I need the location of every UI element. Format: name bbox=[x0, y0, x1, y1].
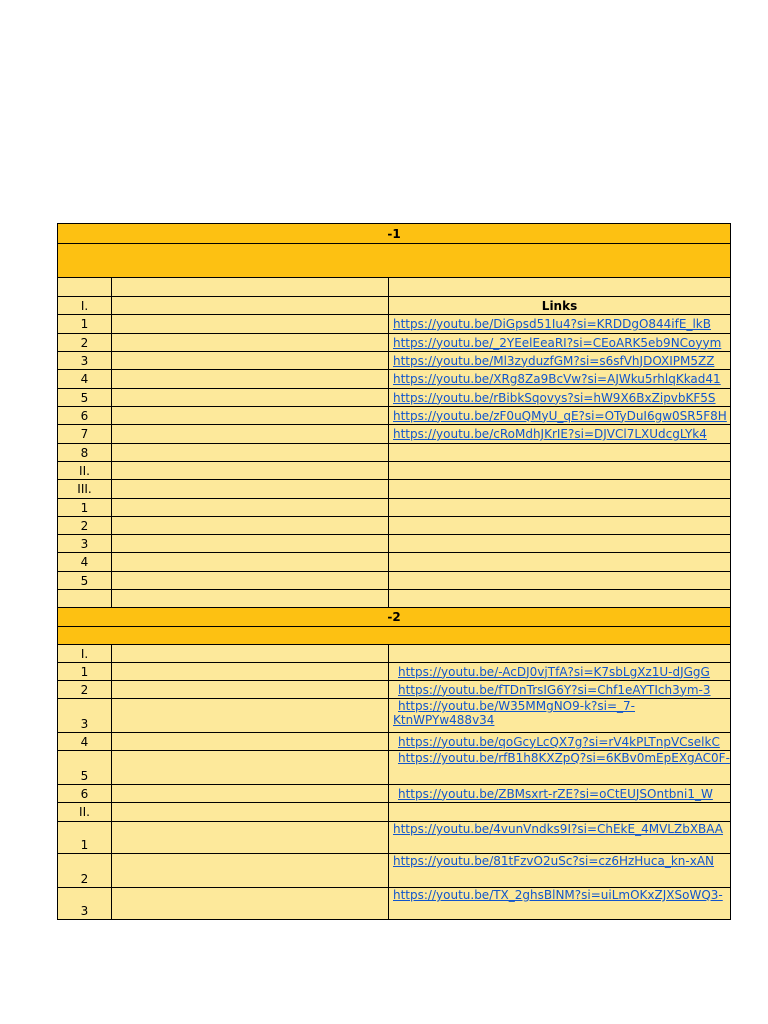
table-row bbox=[58, 888, 731, 920]
header-title-line bbox=[92, 112, 692, 130]
empty-cell bbox=[389, 645, 731, 663]
link-cell bbox=[389, 334, 731, 352]
row-number: 8 bbox=[58, 444, 112, 462]
empty-cell bbox=[389, 572, 731, 590]
table-row-empty bbox=[58, 590, 731, 608]
unit-1-subtitle-row bbox=[58, 244, 731, 278]
empty-cell bbox=[58, 590, 112, 608]
table-row bbox=[58, 681, 731, 699]
row-number: 4 bbox=[58, 370, 112, 389]
table-row bbox=[58, 553, 731, 572]
empty-cell bbox=[389, 462, 731, 480]
topic-cell bbox=[112, 407, 389, 425]
link-cell bbox=[389, 785, 731, 803]
section-number: II. bbox=[58, 462, 112, 480]
table-row bbox=[58, 334, 731, 352]
video-link[interactable]: https://youtu.be/rfB1h8KXZpQ?si=6KBv0mEpEXgAC0F- bbox=[398, 751, 730, 765]
row-number: 6 bbox=[58, 785, 112, 803]
table-row bbox=[58, 480, 731, 499]
row-number: 4 bbox=[58, 553, 112, 572]
row-number: 2 bbox=[58, 681, 112, 699]
topic-cell bbox=[112, 663, 389, 681]
video-link[interactable]: https://youtu.be/Ml3zyduzfGM?si=s6sfVhJDOXIPM5ZZ bbox=[393, 353, 715, 368]
video-link[interactable]: https://youtu.be/qoGcyLcQX7g?si=rV4kPLTnpVCselkC bbox=[398, 734, 720, 749]
topic-cell bbox=[112, 315, 389, 334]
table-row bbox=[58, 352, 731, 370]
row-number: 5 bbox=[58, 389, 112, 407]
unit-2-subtitle-row bbox=[58, 627, 731, 645]
empty-cell bbox=[58, 278, 112, 297]
video-link[interactable]: https://youtu.be/81tFzvO2uSc?si=cz6HzHuca_kn-xAN bbox=[393, 854, 715, 868]
row-number: 5 bbox=[58, 572, 112, 590]
table-row bbox=[58, 462, 731, 480]
row-number: 1 bbox=[58, 315, 112, 334]
video-link[interactable]: https://youtu.be/XRg8Za9BcVw?si=AJWku5rhlqKkad41 bbox=[393, 372, 721, 386]
table-header-row bbox=[58, 297, 731, 315]
row-number: 5 bbox=[58, 751, 112, 785]
row-number: 2 bbox=[58, 854, 112, 888]
table-row bbox=[58, 699, 731, 733]
section-number: III. bbox=[58, 480, 112, 499]
row-number: 7 bbox=[58, 425, 112, 444]
row-number: 3 bbox=[58, 352, 112, 370]
unit-1-subtitle bbox=[58, 244, 731, 278]
table-row bbox=[58, 315, 731, 334]
link-cell bbox=[389, 888, 731, 920]
table-row bbox=[58, 645, 731, 663]
table-row bbox=[58, 854, 731, 888]
video-link[interactable]: https://youtu.be/-AcDJ0vjTfA?si=K7sbLgXz1U-dJGgG bbox=[398, 664, 710, 679]
document-header bbox=[92, 112, 692, 157]
section-number: I. bbox=[58, 645, 112, 663]
video-link[interactable]: https://youtu.be/W35MMgNO9-k?si=_7-KtnWPYw488v34 bbox=[393, 699, 635, 727]
topic-cell bbox=[112, 699, 389, 733]
link-cell bbox=[389, 315, 731, 334]
table-row bbox=[58, 389, 731, 407]
topic-cell bbox=[112, 535, 389, 553]
link-cell bbox=[389, 389, 731, 407]
topic-cell bbox=[112, 444, 389, 462]
resource-table bbox=[57, 223, 731, 920]
row-number: 4 bbox=[58, 733, 112, 751]
video-link[interactable]: https://youtu.be/zF0uQMyU_qE?si=OTyDuI6gw0SR5F8H bbox=[393, 408, 727, 423]
empty-cell bbox=[112, 278, 389, 297]
empty-cell bbox=[389, 535, 731, 553]
topic-cell bbox=[112, 370, 389, 389]
column-header-links: Links bbox=[389, 297, 731, 315]
topic-cell bbox=[112, 517, 389, 535]
video-link[interactable]: https://youtu.be/ZBMsxrt-rZE?si=oCtEUJSOntbni1_W bbox=[398, 786, 713, 801]
unit-1-title: -1 bbox=[58, 224, 731, 244]
topic-cell bbox=[112, 572, 389, 590]
topic-cell bbox=[112, 888, 389, 920]
link-cell bbox=[389, 370, 731, 389]
empty-cell bbox=[389, 517, 731, 535]
topic-cell bbox=[112, 751, 389, 785]
topic-cell bbox=[112, 733, 389, 751]
empty-cell bbox=[389, 499, 731, 517]
header-subtitle-line bbox=[96, 139, 692, 157]
empty-cell bbox=[389, 480, 731, 499]
table-row bbox=[58, 517, 731, 535]
row-number: 3 bbox=[58, 699, 112, 733]
row-number: 1 bbox=[58, 822, 112, 854]
table-row bbox=[58, 407, 731, 425]
unit-1-title-row bbox=[58, 224, 731, 244]
unit-2-subtitle bbox=[58, 627, 731, 645]
table-row bbox=[58, 444, 731, 462]
unit-2-title-row bbox=[58, 608, 731, 627]
link-cell bbox=[389, 407, 731, 425]
row-number: 3 bbox=[58, 535, 112, 553]
empty-cell bbox=[389, 590, 731, 608]
unit-2-title: -2 bbox=[58, 608, 731, 627]
section-number: II. bbox=[58, 803, 112, 822]
video-link[interactable]: https://youtu.be/cRoMdhJKrIE?si=DJVCl7LXUdcgLYk4 bbox=[393, 427, 707, 441]
row-number: 6 bbox=[58, 407, 112, 425]
video-link[interactable]: https://youtu.be/fTDnTrsIG6Y?si=Chf1eAYTIch3ym-3 bbox=[398, 682, 711, 697]
video-link[interactable]: https://youtu.be/_2YEelEeaRI?si=CEoARK5eb9NCoyym bbox=[393, 335, 722, 350]
link-cell bbox=[389, 663, 731, 681]
topic-cell bbox=[112, 854, 389, 888]
topic-cell bbox=[112, 499, 389, 517]
row-number: 2 bbox=[58, 334, 112, 352]
section-title bbox=[112, 803, 389, 822]
topic-cell bbox=[112, 352, 389, 370]
link-cell bbox=[389, 699, 731, 733]
video-link[interactable]: https://youtu.be/DiGpsd51Iu4?si=KRDDgO844ifE_lkB bbox=[393, 317, 711, 331]
topic-cell bbox=[112, 425, 389, 444]
video-link[interactable]: https://youtu.be/TX_2ghsBlNM?si=uiLmOKxZJXSoWQ3- bbox=[393, 888, 723, 902]
table-row bbox=[58, 572, 731, 590]
link-cell bbox=[389, 352, 731, 370]
table-row bbox=[58, 425, 731, 444]
link-cell bbox=[389, 733, 731, 751]
link-cell bbox=[389, 822, 731, 854]
table-row bbox=[58, 370, 731, 389]
empty-cell bbox=[112, 590, 389, 608]
topic-cell bbox=[112, 785, 389, 803]
table-row bbox=[58, 733, 731, 751]
section-title bbox=[112, 462, 389, 480]
link-cell bbox=[389, 681, 731, 699]
table-row-empty bbox=[58, 278, 731, 297]
section-number: I. bbox=[58, 297, 112, 315]
row-number: 2 bbox=[58, 517, 112, 535]
table-row bbox=[58, 499, 731, 517]
table-row bbox=[58, 663, 731, 681]
topic-cell bbox=[112, 681, 389, 699]
topic-cell bbox=[112, 389, 389, 407]
section-title bbox=[112, 645, 389, 663]
video-link[interactable]: https://youtu.be/rBibkSqovys?si=hW9X6BxZipvbKF5S bbox=[393, 390, 716, 405]
video-link[interactable]: https://youtu.be/4vunVndks9I?si=ChEkE_4MVLZbXBAA bbox=[393, 822, 724, 836]
table-row bbox=[58, 751, 731, 785]
link-cell bbox=[389, 854, 731, 888]
column-header-topic bbox=[112, 297, 389, 315]
table-row bbox=[58, 535, 731, 553]
table-row bbox=[58, 785, 731, 803]
empty-cell bbox=[389, 553, 731, 572]
link-cell bbox=[389, 444, 731, 462]
topic-cell bbox=[112, 822, 389, 854]
link-cell bbox=[389, 751, 731, 785]
section-title bbox=[112, 480, 389, 499]
topic-cell bbox=[112, 334, 389, 352]
empty-cell bbox=[389, 278, 731, 297]
table-row bbox=[58, 822, 731, 854]
table-row bbox=[58, 803, 731, 822]
row-number: 1 bbox=[58, 499, 112, 517]
topic-cell bbox=[112, 553, 389, 572]
empty-cell bbox=[389, 803, 731, 822]
row-number: 3 bbox=[58, 888, 112, 920]
row-number: 1 bbox=[58, 663, 112, 681]
link-cell bbox=[389, 425, 731, 444]
